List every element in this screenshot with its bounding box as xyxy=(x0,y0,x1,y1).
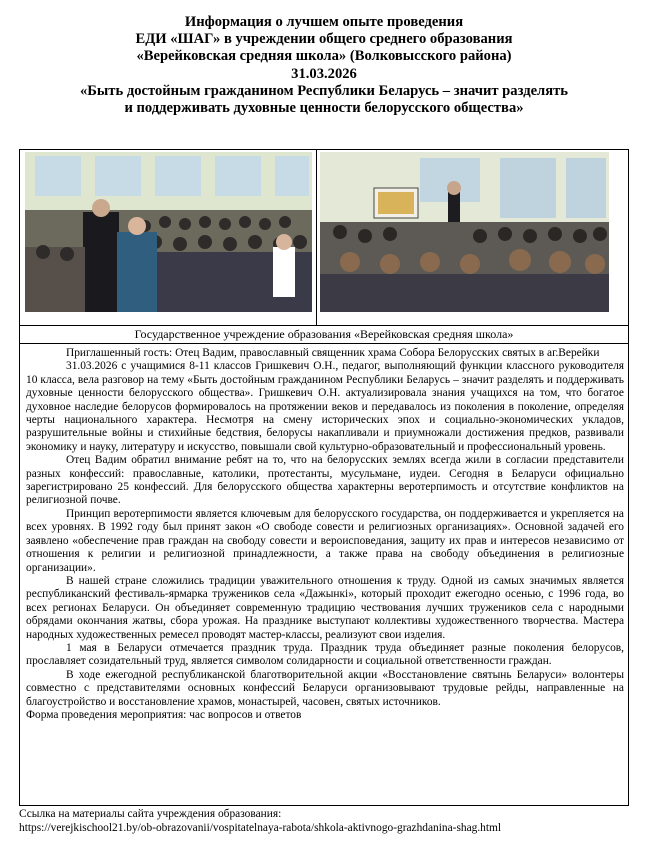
title-line-3: «Верейковская средняя школа» (Волковысского района) xyxy=(136,48,512,65)
document-title xyxy=(0,14,648,117)
title-date: 31.03.2026 xyxy=(291,65,357,82)
photo-priest-speaking-to-students xyxy=(320,152,609,312)
school-url-link[interactable]: https://verejkischool21.by/ob-obrazovanii/vospitatelnaya-rabota/shkola-aktivnogo-grazhdanina-shag.html xyxy=(19,821,502,834)
title-line-2: ЕДИ «ШАГ» в учреждении общего среднего образования xyxy=(135,31,513,48)
title-line-1: Информация о лучшем опыте проведения xyxy=(184,14,464,30)
paragraph-5: В нашей стране сложились традиции уважительного отношения к труду. Одной из самых значимых является республиканский фестиваль-ярмарка тружеников села «Дажынкі», который проходит ежегодно осенью, с 1996 года, во всех регионах Беларуси. Он объединяет современную традицию чествования лучших тружеников села с народными обрядами окончания жатвы, сбора урожая. На празднике выступают коллективы художественного творчества. Мастера народных художественных ремесел проводят мастер-классы, реализуют свои изделия. xyxy=(26,574,624,641)
paragraph-4: Принцип веротерпимости является ключевым для белорусского государства, он поддерживается и укрепляется на всех уровнях. В 1992 году был принят закон «О свободе совести и религиозных организациях». Основной задачей его заявлено «обеспечение прав граждан на свободу совести и вероисповедания, защиту их прав и интересов независимо от отношения к религии и религиозной принадлежности, а также права на свободу объединения в религиозные организации». xyxy=(26,507,624,574)
photo-row xyxy=(20,150,628,326)
paragraph-2: 31.03.2026 с учащимися 8-11 классов Гришкевич О.Н., педагог, выполняющий функции классного руководителя 10 класса, вела разговор на тему «Быть достойным гражданином Республики Беларусь – значит разделять и поддерживать духовные ценности белорусского общества». Гришкевич О.Н. актуализировала знания учащихся на том, что богатое духовное наследие белорусов формировалось на протяжении веков и передавалось из поколения в поколение, определяя черты национального характера. Несмотря на смену исторических эпох и социально-экономических укладов, разрушительные войны и стихийные бедствия, белорусы накапливали и приумножали достижения предков, развивали экономику и науку, литературу и искусство, повышали свой культурно-образовательный и профессиональный уровень. xyxy=(26,360,624,453)
title-theme-line-1: «Быть достойным гражданином Республики Беларусь – значит разделять xyxy=(79,82,569,99)
paragraph-7: В ходе ежегодной республиканской благотворительной акции «Восстановление святынь Беларуси» волонтеры совместно с представителями основных конфессий Беларуси организовывают трудовые рейды, направленные на благоустройство и восстановление храмов, монастырей, часовен, святых источников. xyxy=(26,668,624,708)
event-format: Форма проведения мероприятия: час вопросов и ответов xyxy=(26,708,302,721)
photo-audience-illustration xyxy=(25,152,312,312)
photo-audience-with-priest xyxy=(25,152,312,312)
school-caption: Государственное учреждение образования «Верейковская средняя школа» xyxy=(20,326,628,344)
photo-classroom-illustration xyxy=(320,152,609,312)
guest-paragraph: Приглашенный гость: Отец Вадим, православный священник храма Собора Белорусских святых в аг.Верейки xyxy=(66,347,600,359)
title-theme-line-2: и поддерживать духовные ценности белорусского общества» xyxy=(124,100,524,117)
content-table xyxy=(19,149,629,806)
link-label: Ссылка на материалы сайта учреждения образования: xyxy=(19,808,282,820)
paragraph-3: Отец Вадим обратил внимание ребят на то, что на белорусских землях всегда жили в согласии представители разных конфессий: православные, католики, протестанты, мусульмане, иудеи. Сегодня в Беларуси официально зарегистрировано 25 конфессий. Для белорусского общества характерны веротерпимость и отсутствие конфликтов на религиозной почве. xyxy=(26,454,624,507)
source-link-block xyxy=(19,808,629,835)
report-body xyxy=(26,347,624,722)
paragraph-6: 1 мая в Беларуси отмечается праздник труда. Праздник труда объединяет разные поколения белорусов, прославляет созидательный труд, является символом солидарности и социальной ответственности граждан. xyxy=(26,641,624,668)
